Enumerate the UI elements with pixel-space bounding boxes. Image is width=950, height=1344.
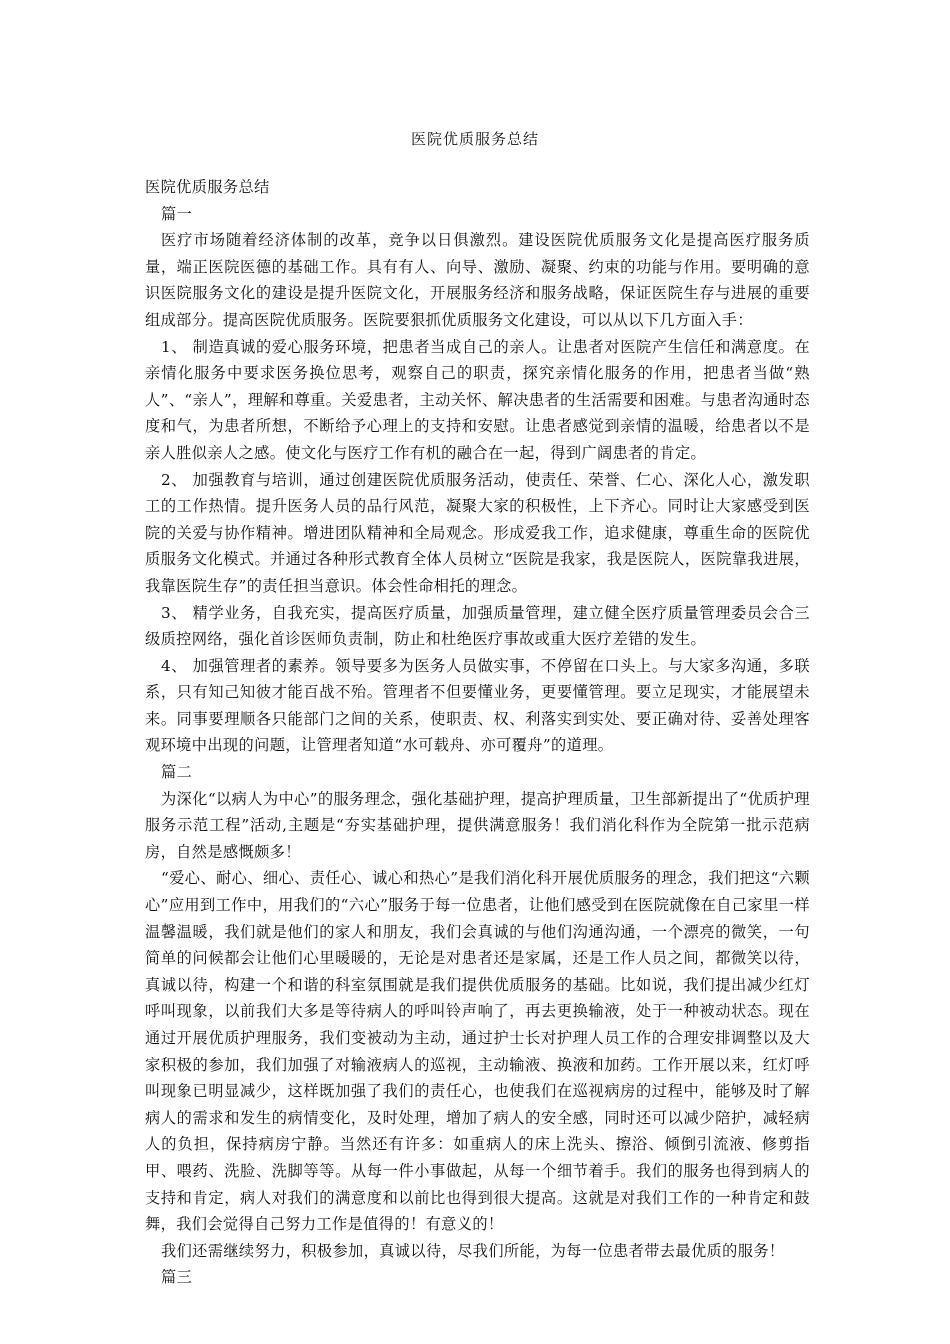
section-heading-2: 篇二 xyxy=(161,763,193,782)
paragraph-section2-intro: 为深化“以病人为中心”的服务理念，强化基础护理，提高护理质量，卫生部新提出了“优质护理服务示范工程”活动,主题是“夯实基础护理，提供满意服务！我们消化科作为全院第一批示范病房，自然是感慨颇多！ xyxy=(145,789,810,861)
paragraph-intro: 医疗市场随着经济体制的改革，竞争以日俱激烈。建设医院优质服务文化是提高医疗服务质量，端正医院医德的基础工作。具有有人、向导、激励、凝聚、约束的功能与作用。要明确的意识医院服务文化的建设是提升医院文化，开展服务经济和服务战略，保证医院生存与进展的重要组成部分。提高医院优质服务。医院要狠抓优质服务文化建设，可以从以下几方面入手： xyxy=(145,231,810,329)
document-subtitle: 医院优质服务总结 xyxy=(145,178,270,196)
paragraph-item-2: 2、 加强教育与培训，通过创建医院优质服务活动，使责任、荣誉、仁心、深化人心，激发职工的工作热情。提升医务人员的品行风范，凝聚大家的积极性，上下齐心。同时让大家感受到医院的关爱与协作精神。增进团队精神和全局观念。形成爱我工作，追求健康，尊重生命的医院优质服务文化模式。并通过各种形式教育全体人员树立“医院是我家，我是医院人，医院靠我进展，我靠医院生存”的责任担当意识。体会性命相托的理念。 xyxy=(145,470,810,595)
document-body xyxy=(145,174,810,1291)
section-heading-1: 篇一 xyxy=(161,204,193,223)
paragraph-item-1: 1、 制造真诚的爱心服务环境，把患者当成自己的亲人。让患者对医院产生信任和满意度。在亲情化服务中要求医务换位思考，观察自己的职责，探究亲情化服务的作用，把患者当做“熟人”、“亲人”，理解和尊重。关爱患者，主动关怀、解决患者的生活需要和困难。与患者沟通时态度和气，为患者所想，不断给予心理上的支持和安慰。让患者感觉到亲情的温暖，给患者以不是亲人胜似亲人之感。使文化与医疗工作有机的融合在一起，得到广阔患者的肯定。 xyxy=(145,337,810,462)
paragraph-item-3: 3、 精学业务，自我充实，提高医疗质量，加强质量管理，建立健全医疗质量管理委员会合三级质控网络，强化首诊医师负责制，防止和杜绝医疗事故或重大医疗差错的发生。 xyxy=(145,603,810,649)
paragraph-section2-closing: 我们还需继续努力，积极参加，真诚以待，尽我们所能，为每一位患者带去最优质的服务！ xyxy=(161,1241,785,1260)
section-heading-3: 篇三 xyxy=(161,1268,193,1287)
paragraph-item-4: 4、 加强管理者的素养。领导要多为医务人员做实事，不停留在口头上。与大家多沟通，多联系，只有知己知彼才能百战不殆。管理者不但要懂业务，更要懂管理。要立足现实，才能展望未来。同事要理顺各只能部门之间的关系，使职责、权、利落实到实处、要正确对待、妥善处理客观环境中出现的问题，让管理者知道“水可载舟、亦可覆舟”的道理。 xyxy=(145,656,810,755)
page-title: 医院优质服务总结 xyxy=(410,130,539,148)
paragraph-section2-body: “爱心、耐心、细心、责任心、诚心和热心”是我们消化科开展优质服务的理念，我们把这“六颗心”应用到工作中，用我们的“六心”服务于每一位患者，让他们感受到在医院就像在自己家里一样温馨温暖，我们就是他们的家人和朋友，我们会真诚的与他们沟通沟通，一个漂亮的微笑，一句简单的问候都会让他们心里暖暖的，无论是对患者还是家属，还是工作人员之间，都微笑以待，真诚以待，构建一个和谐的科室氛围就是我们提供优质服务的基础。比如说，我们提出减少红灯呼叫现象，以前我们大多是等待病人的呼叫铃声响了，再去更换输液，处于一种被动状态。现在通过开展优质护理服务，我们变被动为主动，通过护士长对护理人员工作的合理安排调整以及大家积极的参加，我们加强了对输液病人的巡视，主动输液、换液和加药。工作开展以来，红灯呼叫现象已明显减少，这样既加强了我们的责任心，也使我们在巡视病房的过程中，能够及时了解病人的需求和发生的病情变化，及时处理，增加了病人的安全感，同时还可以减少陪护，减轻病人的负担，保持病房宁静。当然还有许多：如重病人的床上洗头、擦浴、倾倒引流液、修剪指甲、喂药、洗脸、洗脚等等。从每一件小事做起，从每一个细节着手。我们的服务也得到病人的支持和肯定，病人对我们的满意度和以前比也得到很大提高。这就是对我们工作的一种肯定和鼓舞，我们会觉得自己努力工作是值得的！有意义的！ xyxy=(145,869,810,1234)
